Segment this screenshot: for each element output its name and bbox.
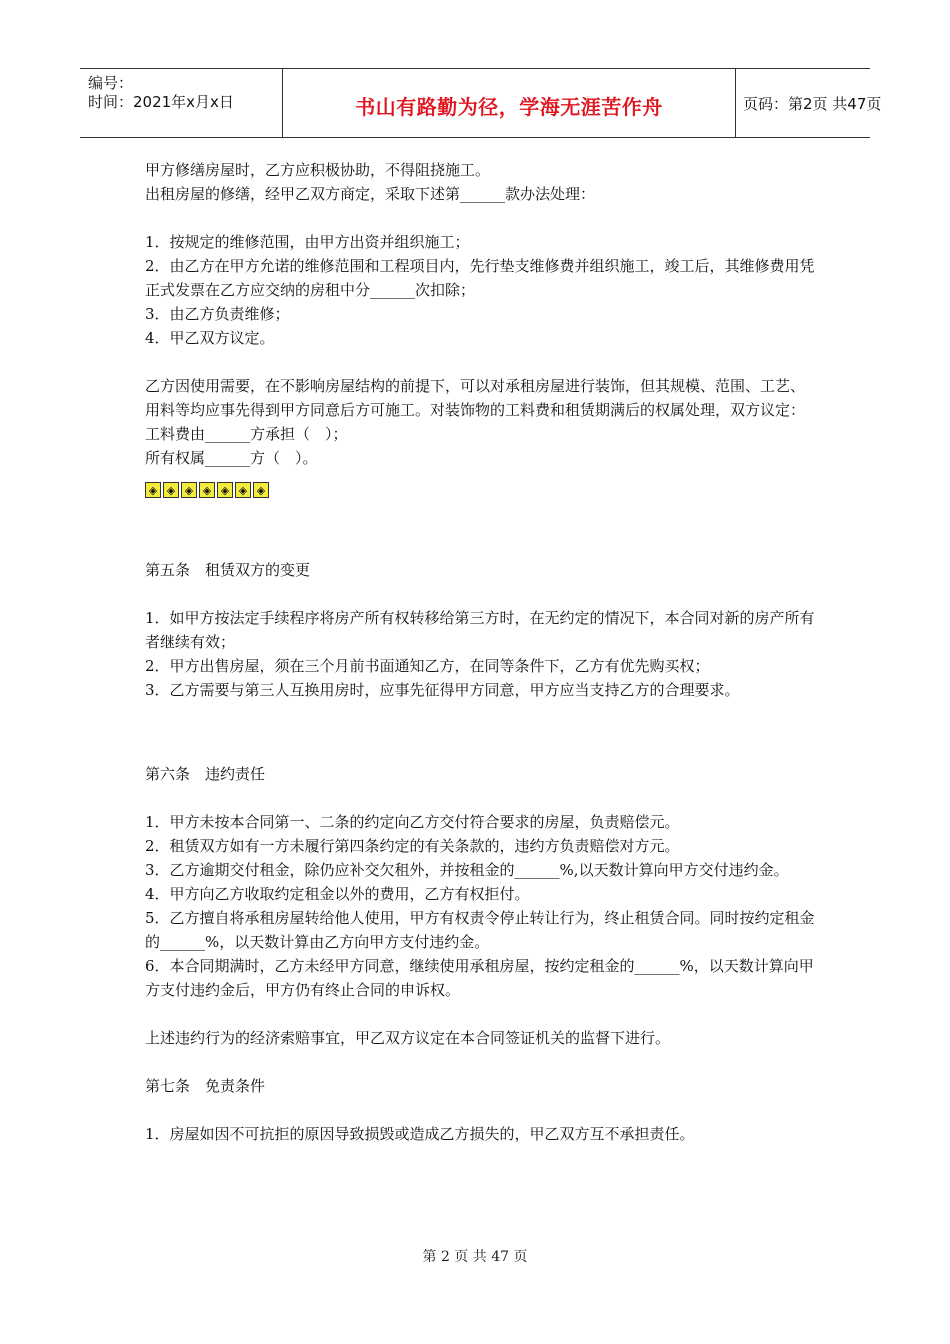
header-motto-cell bbox=[282, 69, 736, 137]
paragraph: 工料费由______方承担（ ）； bbox=[145, 425, 348, 443]
decorative-icon: ◈ bbox=[235, 482, 251, 498]
list-item: 1．如甲方按法定手续程序将房产所有权转移给第三方时，在无约定的情况下，本合同对新的房产所有者继续有效； bbox=[145, 609, 815, 651]
document-body bbox=[145, 158, 815, 1146]
list-item: 1．甲方未按本合同第一、二条的约定向乙方交付符合要求的房屋，负责赔偿元。 bbox=[145, 813, 680, 831]
paragraph: 出租房屋的修缮，经甲乙双方商定，采取下述第______款办法处理： bbox=[145, 185, 596, 203]
decorative-icon: ◈ bbox=[181, 482, 197, 498]
decorative-icon: ◈ bbox=[199, 482, 215, 498]
paragraph: 上述违约行为的经济索赔事宜，甲乙双方议定在本合同签证机关的监督下进行。 bbox=[145, 1029, 671, 1047]
list-item: 5．乙方擅自将承租房屋转给他人使用，甲方有权责令停止转让行为，终止租赁合同。同时按约定租金的______%，以天数计算由乙方向甲方支付违约金。 bbox=[145, 909, 815, 951]
list-item: 4．甲方向乙方收取约定租金以外的费用，乙方有权拒付。 bbox=[145, 885, 530, 903]
paragraph: 乙方因使用需要，在不影响房屋结构的前提下，可以对承租房屋进行装饰，但其规模、范围、工艺、用料等均应事先得到甲方同意后方可施工。对装饰物的工料费和租赁期满后的权属处理，双方议定： bbox=[145, 377, 806, 419]
list-item: 2．由乙方在甲方允诺的维修范围和工程项目内，先行垫支维修费并组织施工，竣工后，其维修费用凭正式发票在乙方应交纳的房租中分______次扣除； bbox=[145, 257, 815, 299]
list-item: 3．由乙方负责维修； bbox=[145, 305, 290, 323]
motto-text: 书山有路勤为径，学海无涯苦作舟 bbox=[355, 95, 663, 119]
list-item: 4．甲乙双方议定。 bbox=[145, 329, 275, 347]
list-item: 1．房屋如因不可抗拒的原因导致损毁或造成乙方损失的，甲乙双方互不承担责任。 bbox=[145, 1125, 695, 1143]
list-item: 2．租赁双方如有一方未履行第四条约定的有关条款的，违约方负责赔偿对方元。 bbox=[145, 837, 680, 855]
decorative-icon: ◈ bbox=[145, 482, 161, 498]
list-item: 2．甲方出售房屋，须在三个月前书面通知乙方，在同等条件下，乙方有优先购买权； bbox=[145, 657, 710, 675]
header-page-cell bbox=[735, 69, 882, 137]
header-table bbox=[80, 68, 882, 138]
list-item: 1．按规定的维修范围，由甲方出资并组织施工； bbox=[145, 233, 470, 251]
section-heading: 第五条 租赁双方的变更 bbox=[145, 561, 311, 579]
paragraph: 甲方修缮房屋时，乙方应积极协助，不得阻挠施工。 bbox=[145, 161, 491, 179]
section-heading: 第六条 违约责任 bbox=[145, 765, 266, 783]
decorative-icon: ◈ bbox=[253, 482, 269, 498]
decorative-icon: ◈ bbox=[217, 482, 233, 498]
section-heading: 第七条 免责条件 bbox=[145, 1077, 266, 1095]
header-meta-cell bbox=[80, 69, 282, 137]
decorative-icon-row bbox=[145, 482, 815, 498]
paragraph: 所有权属______方（ ）。 bbox=[145, 449, 318, 467]
list-item: 3．乙方需要与第三人互换用房时，应事先征得甲方同意，甲方应当支持乙方的合理要求。 bbox=[145, 681, 740, 699]
list-item: 6．本合同期满时，乙方未经甲方同意，继续使用承租房屋，按约定租金的______%，以天数计算向甲方支付违约金后，甲方仍有终止合同的申诉权。 bbox=[145, 957, 814, 999]
decorative-icon: ◈ bbox=[163, 482, 179, 498]
list-item: 3．乙方逾期交付租金，除仍应补交欠租外，并按租金的______%,以天数计算向甲方交付违约金。 bbox=[145, 861, 789, 879]
page-number-info: 页码：第2页 共47页 bbox=[743, 95, 882, 113]
document-number-label: 编号： bbox=[88, 74, 134, 92]
document-date: 时间：2021年x月x日 bbox=[88, 93, 234, 111]
page-footer: 第 2 页 共 47 页 bbox=[422, 1249, 528, 1265]
